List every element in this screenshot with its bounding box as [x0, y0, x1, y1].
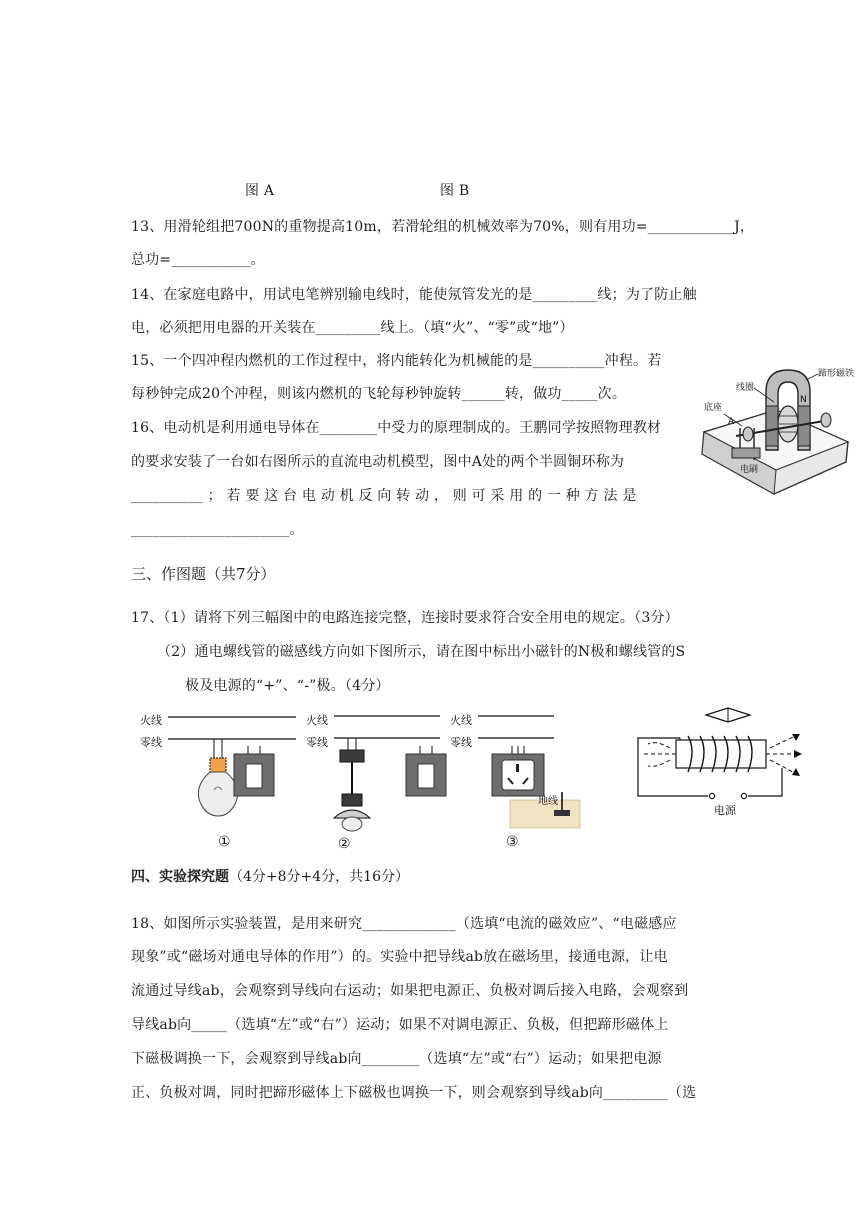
question-13-line-1: 13、用滑轮组把700N的重物提高10m，若滑轮组的机械效率为70%，则有用功=____________J，: [131, 219, 755, 235]
live-wire-label-3: 火线: [450, 714, 472, 727]
figure-b-label: 图 B: [440, 183, 470, 199]
question-18-line-2: 现象”或“磁场对通电导体的作用”）的。实验中把导线ab放在磁场里，接通电源，让电: [131, 949, 668, 965]
question-16-line-3: __________ ； 若 要 这 台 电 动 机 反 向 转 动 ， 则 可 采 用 的 一 种 方 法 是: [131, 488, 637, 504]
motor-label-a: A: [728, 417, 735, 427]
question-16-line-2: 的要求安装了一台如右图所示的直流电动机模型，图中A处的两个半圆铜环称为: [131, 454, 625, 470]
three-pin-socket-icon: [492, 746, 544, 796]
question-15-line-2: 每秒钟完成20个冲程，则该内燃机的飞轮每秒钟旋转______转，做功_____次。: [131, 386, 627, 402]
question-15-line-1: 15、一个四冲程内燃机的工作过程中，将内能转化为机械能的是__________冲程。若: [131, 353, 662, 369]
question-14-line-1: 14、在家庭电路中，用试电笔辨别输电线时，能使氖管发光的是_________线；为了防止触: [131, 287, 697, 303]
diagram-3-number: ③: [506, 834, 519, 850]
dc-motor-illustration: [696, 362, 856, 502]
diagram-2-number: ②: [338, 836, 351, 852]
section-3-title: 三、作图题（共7分）: [131, 565, 276, 583]
question-18-line-6: 正、负极对调，同时把蹄形磁体上下磁极也调换一下，则会观察到导线ab向_________（选: [131, 1085, 697, 1101]
power-source-label: 电源: [714, 804, 736, 817]
motor-label-brush: 电刷: [740, 465, 759, 475]
circuit-diagram-1: [140, 713, 296, 850]
question-17-part-2-line-2: 极及电源的“+”、“-”极。（4分）: [185, 678, 390, 694]
circuit-diagram-2: [306, 713, 446, 852]
ceiling-lamp-icon: [334, 738, 370, 831]
live-wire-label-1: 火线: [140, 714, 162, 727]
motor-label-coil: 线圈: [736, 383, 755, 393]
question-16-line-1: 16、电动机是利用通电导体在________中受力的原理制成的。王鹏同学按照物理教材: [131, 420, 662, 436]
motor-label-base: 底座: [704, 403, 723, 413]
question-16-line-4: ______________________。: [131, 522, 304, 538]
compass-needle-icon: [706, 708, 750, 722]
solenoid-diagram: [630, 700, 830, 820]
motor-label-magnet: 蹄形磁铁: [818, 369, 855, 379]
neutral-wire-label-3: 零线: [450, 736, 472, 749]
section-4-heading: [131, 866, 409, 886]
ground-icon: [510, 792, 580, 828]
neutral-wire-label-1: 零线: [140, 736, 162, 749]
neutral-wire-label-2: 零线: [306, 736, 328, 749]
question-18-line-1: 18、如图所示实验装置，是用来研究_____________（选填“电流的磁效应”、“电磁感应: [131, 916, 677, 932]
question-18-line-4: 导线ab向_____（选填“左”或“右”）运动；如果不对调电源正、负极，但把蹄形磁体上: [131, 1017, 669, 1033]
diagram-1-number: ①: [218, 834, 231, 850]
section-4-points: （4分+8分+4分，共16分）: [229, 869, 409, 885]
figure-a-label: 图 A: [245, 183, 275, 199]
question-13-line-2: 总功=___________。: [131, 252, 265, 268]
question-17-part-2-line-1: （2）通电螺线管的磁感线方向如下图所示，请在图中标出小磁针的N极和螺线管的S: [157, 644, 686, 660]
question-18-line-3: 流通过导线ab，会观察到导线向右运动；如果把电源正、负极对调后接入电路，会观察到: [131, 983, 689, 999]
household-circuit-diagrams: [130, 706, 590, 856]
section-4-title: 四、实验探究题: [131, 869, 229, 885]
question-14-line-2: 电，必须把用电器的开关装在_________线上。（填“火”、“零”或“地”）: [131, 320, 574, 336]
motor-label-n: N: [800, 395, 807, 405]
wall-switch-icon: [234, 746, 274, 796]
live-wire-label-2: 火线: [306, 714, 328, 727]
wall-switch-icon-2: [406, 746, 446, 796]
light-bulb-icon: [198, 739, 237, 816]
ground-wire-label: 地线: [538, 796, 558, 807]
question-17-part-1: 17、（1）请将下列三幅图中的电路连接完整，连接时要求符合安全用电的规定。（3分）: [131, 610, 679, 626]
question-18-line-5: 下磁极调换一下，会观察到导线ab向________（选填“左”或“右”）运动；如果把电源: [131, 1051, 662, 1067]
circuit-diagram-3: [450, 713, 580, 850]
